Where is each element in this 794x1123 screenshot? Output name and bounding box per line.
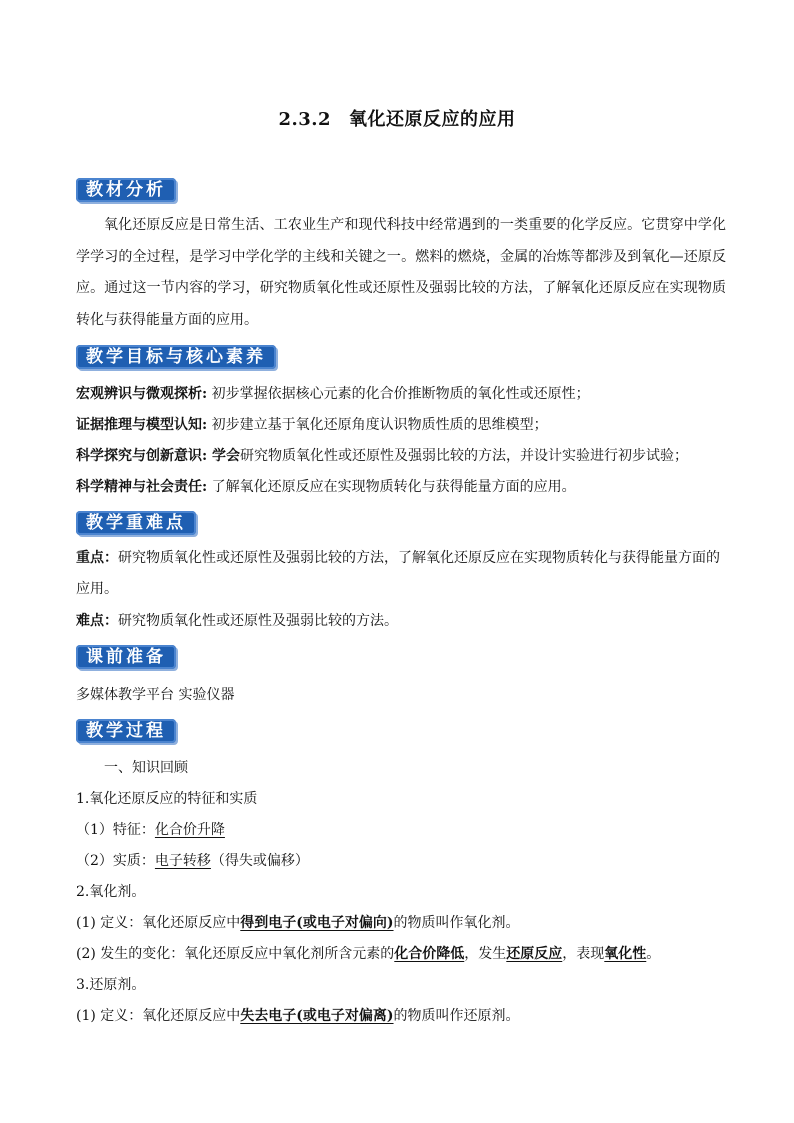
goal-key: 证据推理与模型认知: — [76, 417, 208, 433]
goal-text-bold: 学会 — [207, 448, 241, 464]
process-item-1a — [76, 820, 736, 840]
underlined-answer: 还原反应 — [506, 946, 563, 962]
item-suffix: 的物质叫作还原剂。 — [393, 1008, 520, 1024]
item-suffix: 的物质叫作氧化剂。 — [393, 915, 520, 931]
title-number: 2.3.2 — [278, 109, 332, 130]
item-connector: ，发生 — [464, 946, 507, 962]
process-item-2: 2.氧化剂。 — [76, 884, 146, 900]
section-badge-goals: 教学目标与核心素养 — [76, 345, 276, 369]
underlined-answer: 电子转移 — [154, 853, 211, 869]
goal-text: 初步建立基于氧化还原角度认识物质性质的思维模型； — [207, 417, 548, 433]
difficulty-line — [76, 611, 736, 631]
underlined-answer: 化合价降低 — [394, 946, 465, 962]
goal-text: 了解氧化还原反应在实现物质转化与获得能量方面的应用。 — [207, 479, 576, 495]
focus-text: 研究物质氧化性或还原性及强弱比较的方法，了解氧化还原反应在实现物质转化与获得能量方面的应用。 — [76, 550, 720, 597]
goal-text: 研究物质氧化性或还原性及强弱比较的方法，并设计实验进行初步试验； — [240, 448, 689, 464]
focus-key: 重点： — [76, 550, 118, 566]
process-item-2b — [76, 944, 736, 964]
process-item-2a — [76, 913, 736, 933]
item-prefix: (2) 发生的变化：氧化还原反应中氧化剂所含元素的 — [76, 946, 395, 962]
preparation-text: 多媒体教学平台 实验仪器 — [76, 687, 235, 703]
goal-item-1 — [76, 384, 736, 404]
section-badge-key-points: 教学重难点 — [76, 511, 196, 535]
item-prefix: （1）特征： — [76, 822, 155, 838]
underlined-answer: 化合价升降 — [154, 822, 225, 838]
goal-key: 科学探究与创新意识: — [76, 448, 208, 464]
item-suffix: 。 — [646, 946, 661, 962]
section-badge-process: 教学过程 — [76, 719, 176, 743]
underlined-answer: 失去电子(或电子对偏离) — [240, 1008, 394, 1024]
goal-item-4 — [76, 477, 736, 497]
process-item-1b — [76, 851, 736, 871]
review-heading: 一、知识回顾 — [104, 760, 188, 776]
underlined-answer: 得到电子(或电子对偏向) — [240, 915, 394, 931]
goal-item-2 — [76, 415, 736, 435]
section-badge-analysis: 教材分析 — [76, 178, 176, 202]
process-item-1: 1.氧化还原反应的特征和实质 — [76, 791, 258, 807]
goal-key: 宏观辨识与微观探析: — [76, 386, 208, 402]
difficulty-key: 难点： — [76, 613, 118, 629]
section-badge-preparation: 课前准备 — [76, 645, 176, 669]
focus-paragraph — [76, 543, 726, 605]
item-prefix: （2）实质： — [76, 853, 155, 869]
item-prefix: (1) 定义：氧化还原反应中 — [76, 1008, 241, 1024]
goal-key: 科学精神与社会责任: — [76, 479, 208, 495]
difficulty-text: 研究物质氧化性或还原性及强弱比较的方法。 — [118, 613, 398, 629]
goal-text: 初步掌握依据核心元素的化合价推断物质的氧化性或还原性； — [207, 386, 590, 402]
process-item-3: 3.还原剂。 — [76, 977, 146, 993]
item-connector: ，表现 — [562, 946, 605, 962]
underlined-answer: 氧化性 — [604, 946, 647, 962]
analysis-paragraph: 氧化还原反应是日常生活、工农业生产和现代科技中经常遇到的一类重要的化学反应。它贯穿中学化学学习的全过程，是学习中学化学的主线和关键之一。燃料的燃烧，金属的冶炼等都涉及到氧化—还原反应。通过这一节内容的学习，研究物质氧化性或还原性及强弱比较的方法，了解氧化还原反应在实现物质转化与获得能量方面的应用。 — [76, 217, 726, 328]
goal-item-3 — [76, 446, 736, 466]
item-prefix: (1) 定义：氧化还原反应中 — [76, 915, 241, 931]
item-suffix: （得失或偏移） — [210, 853, 309, 869]
title-text: 氧化还原反应的应用 — [349, 109, 516, 130]
page-title — [0, 105, 794, 131]
process-item-3a — [76, 1006, 736, 1026]
